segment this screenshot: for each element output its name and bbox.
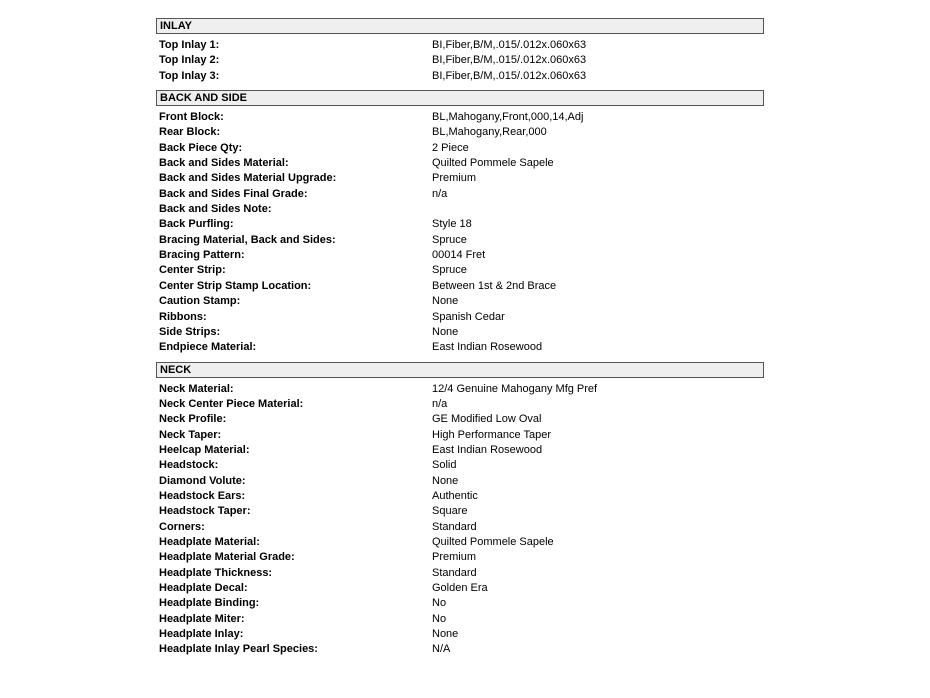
spec-label: Bracing Pattern: (159, 249, 245, 262)
spec-value: BL,Mahogany,Front,000,14,Adj (432, 111, 584, 124)
section-rows (156, 382, 764, 658)
spec-row (156, 217, 764, 232)
spec-label: Side Strips: (159, 325, 221, 338)
spec-row (156, 504, 764, 519)
spec-value: n/a (432, 397, 448, 410)
spec-label: Back Piece Qty: (159, 141, 243, 154)
spec-label: Center Strip Stamp Location: (159, 279, 312, 292)
spec-row (156, 596, 764, 611)
spec-label: Top Inlay 1: (159, 39, 220, 51)
spec-value: BI,Fiber,B/M,.015/.012x.060x63 (432, 69, 587, 82)
section-rows (156, 110, 764, 356)
spec-label: Back Purfling: (159, 218, 234, 231)
spec-row (156, 156, 764, 171)
spec-row (156, 550, 764, 565)
spec-label: Neck Taper: (159, 428, 222, 441)
section-rows (156, 38, 764, 84)
spec-value: Standard (432, 520, 477, 533)
spec-row (156, 412, 764, 427)
spec-row (156, 171, 764, 186)
spec-row (156, 310, 764, 325)
spec-label: Headstock Taper: (159, 505, 251, 518)
spec-row (156, 233, 764, 248)
spec-label: Headplate Decal: (159, 582, 248, 594)
spec-label: Headplate Inlay Pearl Species: (159, 643, 318, 656)
spec-value: Golden Era (432, 582, 488, 594)
spec-value: Quilted Pommele Sapele (432, 535, 554, 548)
spec-row (156, 627, 764, 642)
spec-label: Ribbons: (159, 310, 207, 323)
spec-label: Headplate Material Grade: (159, 551, 295, 564)
spec-row (156, 279, 764, 294)
spec-row (156, 581, 764, 596)
spec-value: High Performance Taper (432, 428, 552, 441)
spec-row (156, 428, 764, 443)
spec-label: Neck Profile: (159, 413, 227, 426)
spec-row (156, 340, 764, 355)
spec-label: Headplate Miter: (159, 612, 245, 625)
section-neck (156, 362, 764, 658)
spec-value: n/a (432, 187, 448, 200)
spec-label: Back and Sides Final Grade: (159, 187, 308, 200)
spec-row (156, 53, 764, 68)
spec-value: BI,Fiber,B/M,.015/.012x.060x63 (432, 54, 587, 67)
spec-value: Style 18 (432, 218, 472, 231)
spec-value: 12/4 Genuine Mahogany Mfg Pref (432, 382, 598, 395)
spec-label: Bracing Material, Back and Sides: (159, 233, 336, 246)
section-back-and-side (156, 90, 764, 356)
spec-row (156, 489, 764, 504)
spec-row (156, 520, 764, 535)
spec-value: Square (432, 505, 468, 518)
spec-value: Spruce (432, 264, 467, 277)
spec-value: Quilted Pommele Sapele (432, 157, 554, 170)
spec-value: 00014 Fret (432, 249, 486, 262)
spec-row (156, 187, 764, 202)
spec-value: Solid (432, 459, 457, 472)
spec-value: Between 1st & 2nd Brace (432, 279, 557, 292)
section-header: NECK (156, 362, 764, 378)
spec-value: East Indian Rosewood (432, 341, 543, 354)
spec-label: Endpiece Material: (159, 341, 257, 354)
spec-label: Center Strip: (159, 264, 226, 277)
spec-label: Headplate Binding: (159, 597, 260, 610)
spec-label: Headplate Material: (159, 535, 260, 548)
spec-value: BI,Fiber,B/M,.015/.012x.060x63 (432, 39, 587, 51)
spec-label: Neck Material: (159, 382, 234, 395)
spec-row (156, 382, 764, 397)
spec-row (156, 110, 764, 125)
spec-value: Authentic (432, 489, 478, 502)
spec-value: East Indian Rosewood (432, 443, 543, 456)
spec-value: BL,Mahogany,Rear,000 (432, 126, 547, 139)
spec-row (156, 612, 764, 627)
spec-value: GE Modified Low Oval (432, 413, 542, 426)
spec-value: None (432, 295, 459, 308)
spec-row (156, 566, 764, 581)
spec-row (156, 263, 764, 278)
spec-row (156, 125, 764, 140)
spec-value: Spruce (432, 233, 467, 246)
spec-value: N/A (432, 643, 451, 656)
spec-label: Corners: (159, 520, 205, 533)
spec-label: Diamond Volute: (159, 474, 246, 487)
spec-label: Back and Sides Material Upgrade: (159, 172, 337, 185)
spec-row (156, 397, 764, 412)
spec-value: None (432, 474, 459, 487)
spec-row (156, 443, 764, 458)
spec-label: Heelcap Material: (159, 443, 250, 456)
spec-label: Caution Stamp: (159, 295, 241, 308)
spec-label: Top Inlay 3: (159, 69, 220, 82)
spec-row (156, 248, 764, 263)
section-header: INLAY (156, 18, 764, 34)
spec-label: Headstock: (159, 459, 219, 472)
spec-row (156, 38, 764, 53)
spec-value: Premium (432, 172, 477, 185)
spec-label: Headstock Ears: (159, 489, 246, 502)
spec-label: Neck Center Piece Material: (159, 397, 304, 410)
spec-label: Top Inlay 2: (159, 54, 220, 67)
spec-value: Spanish Cedar (432, 310, 505, 323)
spec-document (156, 18, 764, 664)
spec-value: Premium (432, 551, 477, 564)
spec-label: Back and Sides Note: (159, 203, 272, 216)
spec-row (156, 141, 764, 156)
spec-row (156, 474, 764, 489)
section-inlay (156, 18, 764, 84)
spec-row (156, 458, 764, 473)
spec-value: None (432, 628, 459, 641)
spec-row (156, 202, 764, 217)
spec-label: Headplate Thickness: (159, 566, 273, 579)
spec-row (156, 294, 764, 309)
spec-row (156, 69, 764, 84)
spec-label: Back and Sides Material: (159, 157, 289, 170)
spec-row (156, 535, 764, 550)
spec-value: No (432, 597, 447, 610)
section-header: BACK AND SIDE (156, 90, 764, 106)
spec-value: 2 Piece (432, 141, 469, 154)
spec-row (156, 325, 764, 340)
spec-label: Headplate Inlay: (159, 628, 244, 641)
spec-label: Rear Block: (159, 126, 221, 139)
spec-value: Standard (432, 566, 477, 579)
spec-label: Front Block: (159, 111, 224, 124)
spec-value: No (432, 612, 447, 625)
spec-row (156, 642, 764, 657)
spec-value: None (432, 325, 459, 338)
